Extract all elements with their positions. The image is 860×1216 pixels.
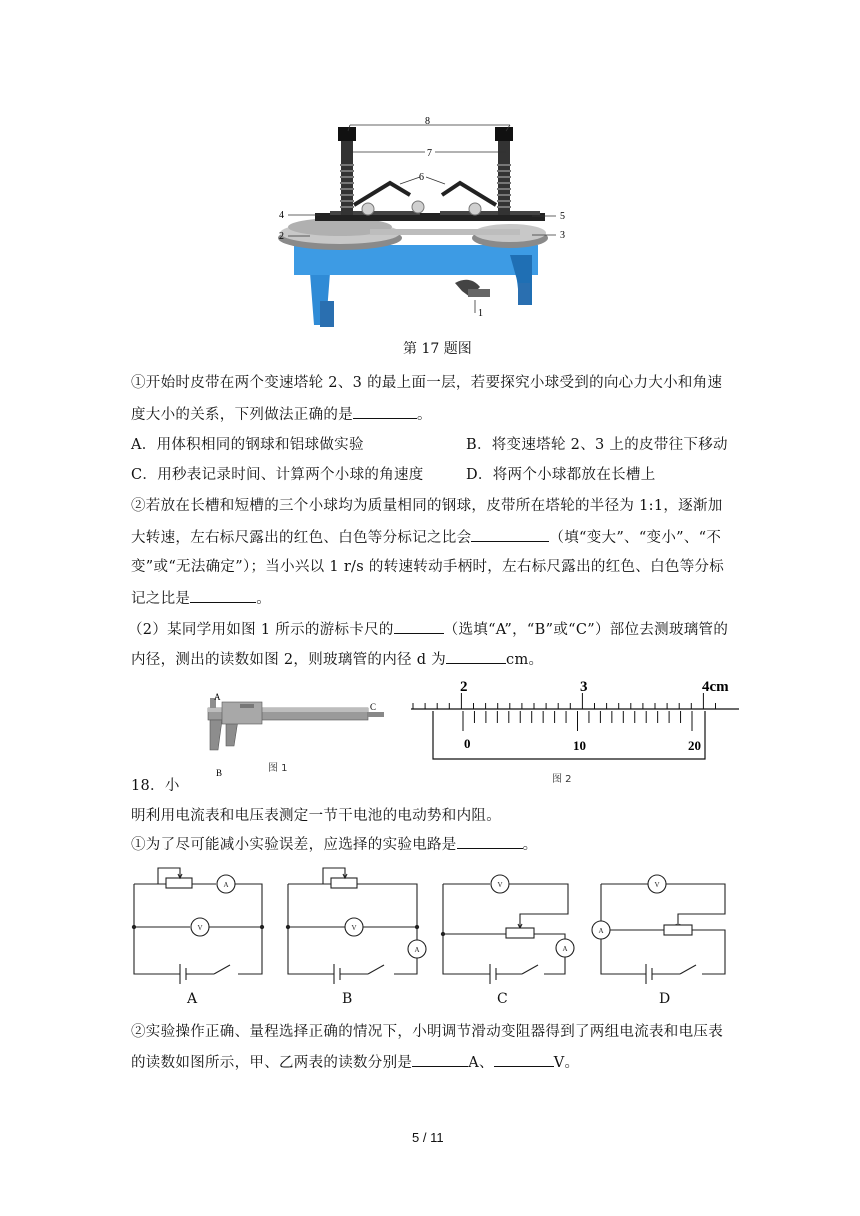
answer-blank[interactable]: [471, 527, 549, 542]
vernier-label-20: 20: [688, 738, 701, 753]
callout-1: 1: [478, 308, 483, 319]
caliper-label-a: A: [214, 692, 221, 702]
apparatus-figure: [270, 105, 590, 330]
q17-part1-line1: ①开始时皮带在两个变速塔轮 2、3 的最上面一层，若要探究小球受到的向心力大小和角速: [131, 375, 723, 391]
q17-option-d: D．将两个小球都放在长槽上: [466, 467, 656, 483]
answer-blank[interactable]: [494, 1052, 554, 1067]
q17-part2-line3: 变”或“无法确定”）；当小兴以 1 r/s 的转速转动手柄时，左右标尺露出的红色、白色等分标: [131, 559, 725, 575]
main-label-4cm: 4cm: [702, 679, 729, 695]
circuit-d: [592, 875, 725, 984]
caliper-label-b: B: [216, 768, 223, 778]
q17-sub2-line2: 内径，测出的读数如图 2，则玻璃管的内径 d 为 cm。: [131, 649, 543, 670]
q18-part2-line2: 的读数如图所示，甲、乙两表的读数分别是 A、 V。: [131, 1052, 579, 1073]
figure-caption: 第 17 题图: [403, 341, 472, 357]
figure-1-caption: 图 1: [268, 763, 288, 774]
circuit-c: [441, 875, 574, 984]
caliper-figure: [200, 690, 395, 780]
answer-blank[interactable]: [412, 1052, 468, 1067]
circuit-diagrams: [128, 864, 738, 988]
caliper-label-c: C: [370, 702, 377, 712]
callout-5: 5: [560, 211, 565, 222]
q18-part1: ①为了尽可能减小实验误差，应选择的实验电路是 。: [131, 834, 537, 855]
ammeter-c-label: A: [562, 945, 568, 953]
q17-part2-line2: 大转速，左右标尺露出的红色、白色等分标记之比会 （填“变大”、“变小”、“不: [131, 527, 721, 548]
circuit-label-b: B: [342, 991, 353, 1007]
figure-2-caption: 图 2: [552, 774, 572, 785]
q17-option-a: A．用体积相同的钢球和铝球做实验: [131, 437, 364, 453]
answer-blank[interactable]: [353, 404, 417, 419]
circuit-label-a: A: [187, 991, 198, 1007]
q18-number: 18．小: [131, 778, 180, 794]
answer-blank[interactable]: [446, 649, 506, 664]
ammeter-a-label: A: [223, 881, 229, 889]
circuit-label-c: C: [497, 991, 508, 1007]
main-label-2: 2: [460, 679, 468, 695]
callout-6: 6: [419, 172, 424, 183]
voltmeter-b-label: V: [351, 924, 357, 932]
ammeter-b-label: A: [414, 946, 420, 954]
voltmeter-c-label: V: [497, 881, 503, 889]
callout-2: 2: [279, 231, 284, 242]
q17-option-b: B．将变速塔轮 2、3 上的皮带往下移动: [466, 437, 728, 453]
callout-4: 4: [279, 210, 284, 221]
vernier-label-0: 0: [464, 736, 471, 751]
main-label-3: 3: [580, 679, 588, 695]
q17-part2-line1: ②若放在长槽和短槽的三个小球均为质量相同的钢球，皮带所在塔轮的半径为 1:1，逐渐加: [131, 498, 723, 514]
vernier-scale-figure: [405, 675, 745, 767]
voltmeter-a-label: V: [197, 924, 203, 932]
answer-blank[interactable]: [457, 834, 523, 849]
callout-7: 7: [427, 148, 432, 159]
ammeter-d-label: A: [598, 927, 604, 935]
q17-option-c: C．用秒表记录时间、计算两个小球的角速度: [131, 467, 424, 483]
q17-part2-line4: 记之比是 。: [131, 588, 271, 609]
voltmeter-d-label: V: [654, 881, 660, 889]
callout-8: 8: [425, 116, 430, 127]
page-number: 5 / 11: [412, 1130, 444, 1145]
q17-part1-line2: 度大小的关系，下列做法正确的是 。: [131, 404, 432, 425]
q18-part2-line1: ②实验操作正确、量程选择正确的情况下，小明调节滑动变阻器得到了两组电流表和电压表: [131, 1024, 723, 1040]
vernier-label-10: 10: [573, 738, 586, 753]
q18-line1: 明利用电流表和电压表测定一节干电池的电动势和内阻。: [131, 808, 501, 824]
callout-3: 3: [560, 230, 565, 241]
q17-sub2-line1: （2）某同学用如图 1 所示的游标卡尺的 （选填“A”，“B”或“C”）部位去测玻璃管的: [128, 619, 728, 640]
answer-blank[interactable]: [394, 619, 444, 634]
circuit-label-d: D: [659, 991, 671, 1007]
answer-blank[interactable]: [190, 588, 256, 603]
